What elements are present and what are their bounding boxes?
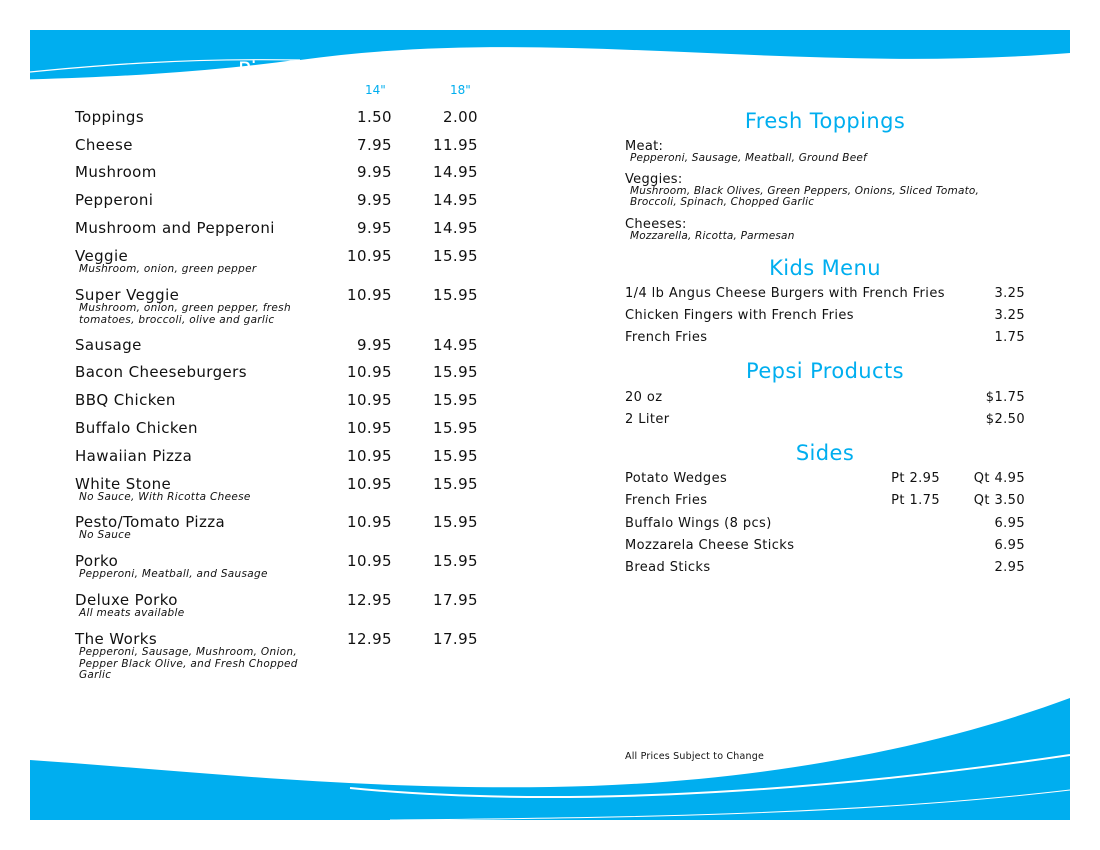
- pepsi-item: 2 Liter: [625, 412, 670, 427]
- price-14: 1.50: [357, 108, 392, 126]
- pizza-item-desc: No Sauce, With Ricotta Cheese: [79, 491, 251, 503]
- price-14: 9.95: [357, 163, 392, 181]
- price-14: 9.95: [357, 219, 392, 237]
- price-18: 15.95: [433, 247, 478, 265]
- price-14: 10.95: [347, 247, 392, 265]
- topping-group-desc: Mushroom, Black Olives, Green Peppers, Onions, Sliced Tomato, Broccoli, Spinach, Chopped Garlic: [630, 185, 980, 208]
- topping-group-label: Veggies:: [625, 172, 683, 187]
- price-18: 14.95: [433, 219, 478, 237]
- price-18: 15.95: [433, 419, 478, 437]
- price-14: 10.95: [347, 363, 392, 381]
- sides-price: 6.95: [994, 516, 1025, 531]
- sides-price: 2.95: [994, 560, 1025, 575]
- pizza-item: [75, 554, 268, 581]
- price-14: 10.95: [347, 447, 392, 465]
- kids-price: 3.25: [994, 286, 1025, 301]
- price-18: 15.95: [433, 363, 478, 381]
- price-14: 12.95: [347, 591, 392, 609]
- price-14: 7.95: [357, 136, 392, 154]
- pizza-item-name: Bacon Cheeseburgers: [75, 363, 247, 381]
- pizza-item-name: Deluxe Porko: [75, 591, 178, 609]
- pizza-item: [75, 593, 185, 620]
- pizza-item: [75, 515, 225, 542]
- price-18: 2.00: [443, 108, 478, 126]
- pizza-item-name: Toppings: [75, 108, 145, 126]
- pizza-item-name: White Stone: [75, 475, 172, 493]
- kids-price: 3.25: [994, 308, 1025, 323]
- price-18: 11.95: [433, 136, 478, 154]
- price-14: 10.95: [347, 513, 392, 531]
- pizza-item-desc: Mushroom, onion, green pepper, fresh tomatoes, broccoli, olive and garlic: [79, 302, 291, 326]
- size-18-header: 18": [450, 83, 471, 97]
- pizza-item-name: Buffalo Chicken: [75, 419, 198, 437]
- price-18: 15.95: [433, 475, 478, 493]
- topping-group-label: Meat:: [625, 139, 664, 154]
- sides-pint-price: Pt 1.75: [891, 493, 940, 508]
- topping-group-label: Cheeses:: [625, 217, 687, 232]
- pepsi-price: $2.50: [985, 412, 1025, 427]
- kids-item: Chicken Fingers with French Fries: [625, 308, 854, 323]
- pizza-item-name: Veggie: [75, 247, 129, 265]
- price-18: 15.95: [433, 552, 478, 570]
- pizza-item-name: Hawaiian Pizza: [75, 447, 193, 465]
- pizza-item: [75, 393, 176, 408]
- sides-pint-price: Pt 2.95: [891, 471, 940, 486]
- pizza-item: [75, 338, 142, 353]
- price-18: 17.95: [433, 591, 478, 609]
- sides-price: 6.95: [994, 538, 1025, 553]
- sides-price: Qt 3.50: [973, 493, 1025, 508]
- sides-item: Buffalo Wings (8 pcs): [625, 516, 772, 531]
- price-14: 10.95: [347, 475, 392, 493]
- pizza-item-name: Pepperoni: [75, 191, 154, 209]
- kids-item: French Fries: [625, 330, 708, 345]
- footer-note: All Prices Subject to Change: [625, 751, 765, 762]
- size-14-header: 14": [365, 83, 386, 97]
- price-18: 15.95: [433, 391, 478, 409]
- price-18: 15.95: [433, 447, 478, 465]
- price-14: 10.95: [347, 391, 392, 409]
- pizza-item-desc: Pepperoni, Sausage, Mushroom, Onion, Pepper Black Olive, and Fresh Chopped Garlic: [79, 646, 298, 681]
- pizza-item-desc: Pepperoni, Meatball, and Sausage: [79, 568, 268, 580]
- topping-group-desc: Mozzarella, Ricotta, Parmesan: [630, 230, 795, 242]
- toppings-title: Fresh Toppings: [744, 109, 906, 133]
- pizza-item-name: Mushroom and Pepperoni: [75, 219, 275, 237]
- topping-group-cheeses: [625, 218, 795, 242]
- pizza-item: [75, 449, 192, 464]
- pepsi-price: $1.75: [985, 390, 1025, 405]
- price-14: 10.95: [347, 286, 392, 304]
- pizza-item: [75, 138, 133, 153]
- pizza-item-name: Mushroom: [75, 163, 157, 181]
- sides-item: Mozzarela Cheese Sticks: [625, 538, 795, 553]
- pepsi-item: 20 oz: [625, 390, 663, 405]
- pizza-item-name: Sausage: [75, 336, 142, 354]
- price-18: 14.95: [433, 163, 478, 181]
- price-18: 17.95: [433, 630, 478, 648]
- pizza-item-name: Cheese: [75, 136, 133, 154]
- pepsi-title: Pepsi Products: [746, 359, 904, 383]
- pizza-item: [75, 249, 256, 276]
- price-18: 15.95: [433, 286, 478, 304]
- sides-item: Bread Sticks: [625, 560, 711, 575]
- kids-price: 1.75: [994, 330, 1025, 345]
- price-18: 14.95: [433, 191, 478, 209]
- price-14: 9.95: [357, 191, 392, 209]
- pizza-item-name: The Works: [75, 630, 158, 648]
- pizza-item: [75, 288, 319, 326]
- pizza-item: [75, 193, 153, 208]
- pizza-item: [75, 421, 198, 436]
- sides-title: Sides: [795, 441, 855, 465]
- price-18: 15.95: [433, 513, 478, 531]
- pizza-item: [75, 632, 319, 682]
- pizza-item-desc: No Sauce: [79, 529, 132, 541]
- topping-group-meat: [625, 140, 867, 164]
- kids-item: 1/4 lb Angus Cheese Burgers with French Fries: [625, 286, 945, 301]
- sides-price: Qt 4.95: [973, 471, 1025, 486]
- topping-group-desc: Pepperoni, Sausage, Meatball, Ground Beef: [630, 152, 867, 164]
- kids-title: Kids Menu: [769, 256, 881, 280]
- price-14: 12.95: [347, 630, 392, 648]
- pizza-item-desc: All meats available: [79, 607, 185, 619]
- pizza-item-name: Pesto/Tomato Pizza: [75, 513, 226, 531]
- topping-group-veggies: [625, 173, 1025, 208]
- pizza-item: [75, 365, 247, 380]
- pizza-item: [75, 477, 251, 504]
- pizza-item-desc: Mushroom, onion, green pepper: [79, 263, 257, 275]
- price-14: 10.95: [347, 552, 392, 570]
- price-14: 9.95: [357, 336, 392, 354]
- pizza-item: [75, 221, 275, 236]
- price-14: 10.95: [347, 419, 392, 437]
- pizza-item-name: Porko: [75, 552, 119, 570]
- pizza-title: Pizza: [238, 58, 294, 82]
- sides-item: French Fries: [625, 493, 708, 508]
- pizza-item: [75, 110, 144, 125]
- pizza-item-name: BBQ Chicken: [75, 391, 176, 409]
- price-18: 14.95: [433, 336, 478, 354]
- sides-item: Potato Wedges: [625, 471, 728, 486]
- pizza-item-name: Super Veggie: [75, 286, 180, 304]
- pizza-item: [75, 165, 157, 180]
